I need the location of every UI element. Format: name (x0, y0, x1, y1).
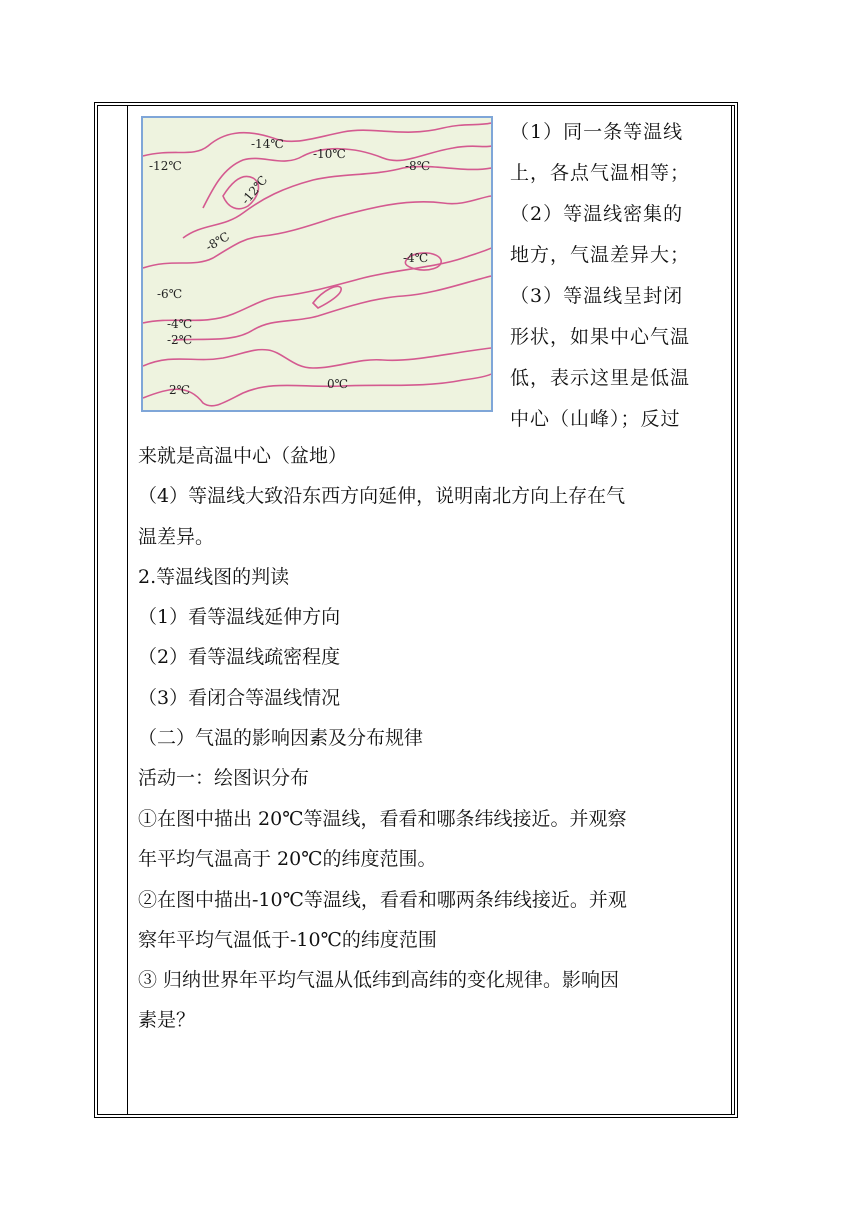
side-line-2: 上，各点气温相等； (510, 162, 691, 184)
label-minus-12-center: -12℃ (238, 173, 271, 208)
body-line-9: 活动一：绘图识分布 (138, 767, 310, 789)
side-line-1: （1）同一条等温线 (510, 121, 684, 143)
body-line-3: 温差异。 (138, 526, 215, 548)
body-line-1: 来就是高温中心（盆地） (138, 445, 348, 467)
label-minus-4-left: -4℃ (167, 317, 193, 331)
label-plus-2: 2℃ (169, 383, 191, 397)
body-line-5: （1）看等温线延伸方向 (138, 606, 341, 628)
label-minus-14: -14℃ (251, 137, 284, 151)
label-minus-12-left: -12℃ (149, 159, 182, 173)
body-line-6: （2）看等温线疏密程度 (138, 646, 341, 668)
body-line-13: 察年平均气温低于-10℃的纬度范围 (138, 929, 437, 951)
body-line-2: （4）等温线大致沿东西方向延伸，说明南北方向上存在气 (138, 485, 626, 507)
label-minus-10: -10℃ (313, 147, 346, 161)
side-line-8: 中心（山峰）；反过 (510, 408, 681, 430)
body-line-4: 2.等温线图的判读 (138, 566, 290, 588)
body-line-14: ③ 归纳世界年平均气温从低纬到高纬的变化规律。影响因 (138, 969, 620, 991)
side-line-3: （2）等温线密集的 (510, 203, 684, 225)
label-zero: 0℃ (327, 377, 349, 391)
isotherm-map (141, 116, 493, 412)
body-line-15: 素是？ (138, 1009, 196, 1031)
label-minus-2: -2℃ (167, 333, 193, 347)
body-line-12: ②在图中描出-10℃等温线，看看和哪两条纬线接近。并观 (138, 889, 627, 911)
label-minus-8-right: -8℃ (405, 159, 431, 173)
label-minus-4-right: -4℃ (403, 251, 429, 265)
label-minus-8-left: -8℃ (203, 229, 232, 254)
body-line-7: （3）看闭合等温线情况 (138, 687, 341, 709)
side-line-6: 形状，如果中心气温 (510, 326, 691, 348)
body-line-11: 年平均气温高于 20℃的纬度范围。 (138, 848, 437, 870)
body-line-8: （二）气温的影响因素及分布规律 (138, 727, 424, 749)
side-line-4: 地方，气温差异大； (510, 244, 691, 266)
side-line-7: 低，表示这里是低温 (510, 367, 691, 389)
table-right-column-divider (731, 105, 732, 1115)
label-minus-6: -6℃ (157, 287, 183, 301)
body-line-10: ①在图中描出 20℃等温线，看看和哪条纬线接近。并观察 (138, 808, 627, 830)
table-left-column-divider (127, 105, 128, 1115)
side-line-5: （3）等温线呈封闭 (510, 285, 684, 307)
isotherm-lines (143, 118, 491, 410)
